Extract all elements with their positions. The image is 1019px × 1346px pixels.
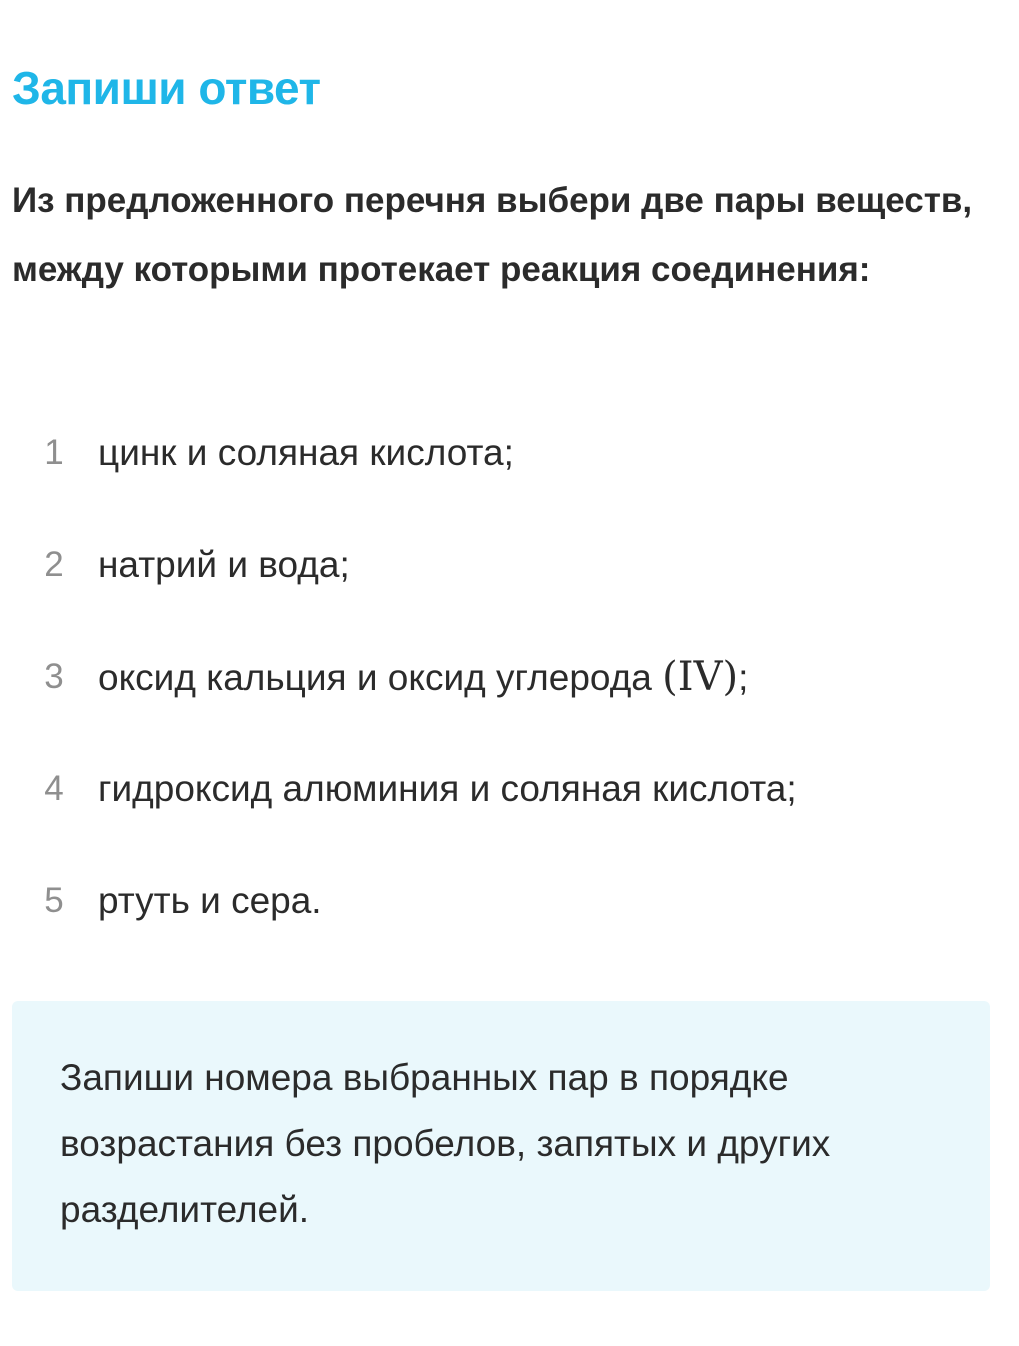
question-text: Из предложенного перечня выбери две пары веществ, между которыми протекает реакция соединения: (12, 181, 973, 289)
option-item-4 (0, 736, 1019, 848)
option-label: цинк и соляная кислота; (98, 432, 514, 473)
option-label: натрий и вода; (98, 544, 350, 585)
option-suffix: ; (738, 657, 749, 698)
oxidation-state-math: (IV) (662, 654, 739, 700)
instruction-text: Запиши номера выбранных пар в порядке возрастания без пробелов, запятых и других разделителей. (60, 1057, 831, 1230)
option-text (98, 538, 350, 592)
options-list (0, 400, 1019, 960)
option-label: ртуть и сера. (98, 880, 322, 921)
option-number: 5 (44, 881, 64, 920)
option-label: оксид кальция и оксид углерода (98, 657, 663, 698)
option-item-1 (0, 400, 1019, 512)
option-label: гидроксид алюминия и соляная кислота; (98, 768, 797, 809)
option-text (98, 650, 748, 705)
option-text (98, 874, 322, 928)
instruction-box (12, 1001, 990, 1291)
option-number: 4 (44, 769, 64, 808)
option-number: 3 (44, 657, 64, 696)
option-number: 2 (44, 545, 64, 584)
option-item-5 (0, 848, 1019, 960)
option-number: 1 (44, 433, 64, 472)
page-title: Запиши ответ (12, 62, 321, 114)
option-text (98, 426, 514, 480)
option-item-2 (0, 512, 1019, 624)
option-item-3 (0, 624, 1019, 736)
option-text (98, 762, 797, 816)
